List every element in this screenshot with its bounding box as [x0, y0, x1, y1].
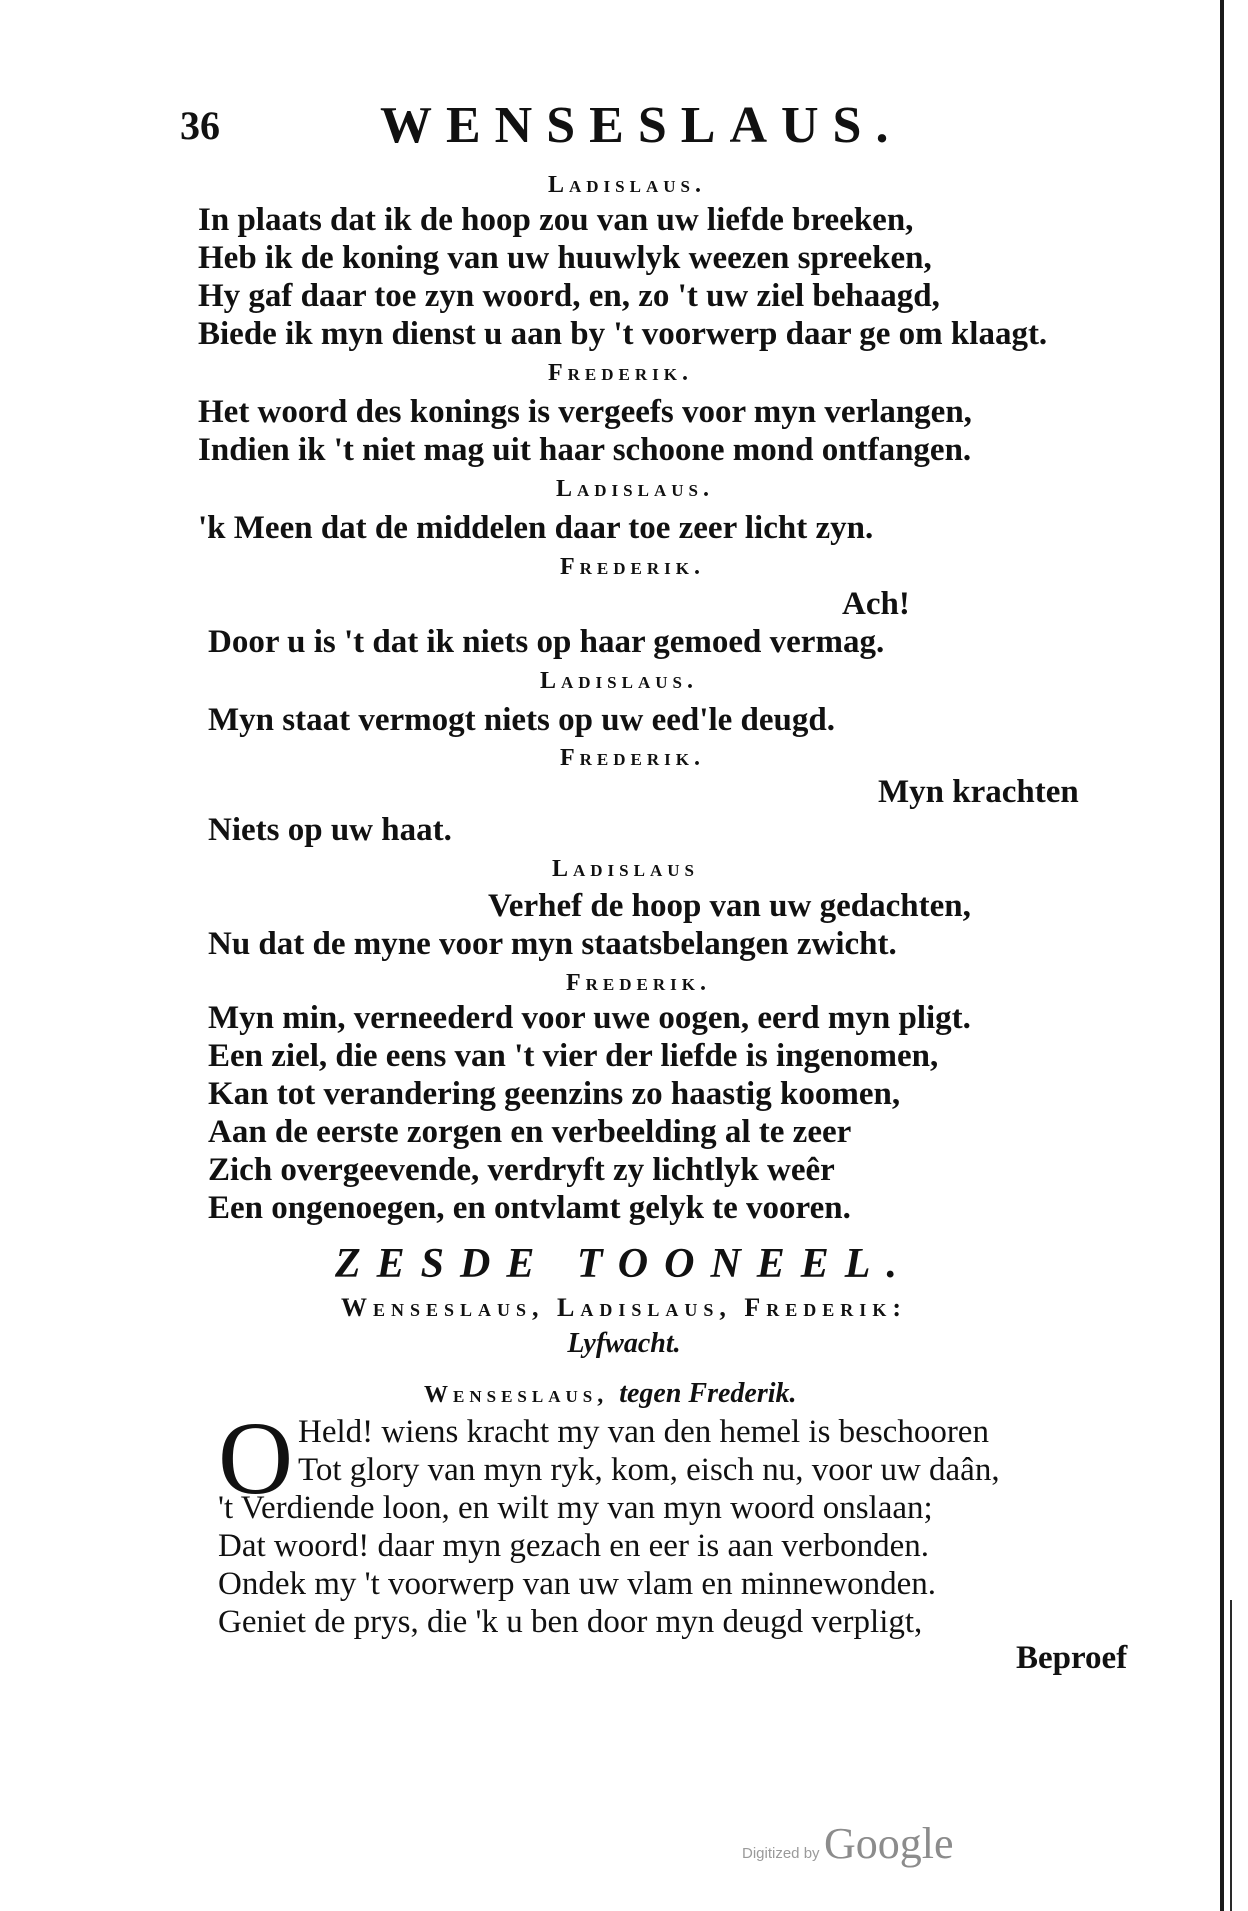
verse-line: Aan de eerste zorgen en verbeelding al te zeer [208, 1114, 852, 1150]
google-logo: Google [824, 1819, 954, 1868]
verse-line: Het woord des konings is vergeefs voor myn verlangen, [198, 394, 972, 430]
verse-line: Ondek my 't voorwerp van uw vlam en minnewonden. [218, 1566, 937, 1602]
verse-line: Verhef de hoop van uw gedachten, [488, 888, 971, 924]
page-edge [1220, 0, 1224, 1911]
verse-line: Ach! [842, 586, 910, 622]
speaker-label: Ladislaus [552, 856, 699, 882]
speaker-label: Frederik. [560, 554, 706, 580]
speaker-label: Ladislaus. [540, 668, 698, 694]
stage-direction: tegen Frederik. [619, 1378, 797, 1409]
drop-cap: O [218, 1401, 294, 1516]
scene-title: ZESDE TOONEEL. [335, 1241, 913, 1287]
verse-line: Indien ik 't niet mag uit haar schoone mond ontfangen. [198, 432, 972, 468]
verse-line: Myn krachten [878, 774, 1079, 810]
catchword: Beproef [1016, 1640, 1128, 1676]
page-number: 36 [180, 103, 220, 148]
scene-cast: Wenseslaus, Ladislaus, Frederik: [341, 1293, 907, 1322]
speaker-label: Ladislaus. [548, 172, 706, 198]
verse-line: Zich overgeevende, verdryft zy lichtlyk weêr [208, 1152, 835, 1188]
verse-line: Myn min, verneederd voor uwe oogen, eerd myn pligt. [208, 1000, 971, 1036]
speaker-name: Wenseslaus, [424, 1382, 609, 1408]
verse-line: Tot glory van myn ryk, kom, eisch nu, voor uw daân, [298, 1452, 1000, 1488]
scene-extras: Lyfwacht. [567, 1328, 681, 1359]
verse-line: 't Verdiende loon, en wilt my van myn woord onslaan; [218, 1490, 933, 1526]
speaker-label [424, 1378, 797, 1410]
verse-line: Een ongenoegen, en ontvlamt gelyk te vooren. [208, 1190, 851, 1226]
digitization-watermark [742, 1818, 954, 1869]
watermark-prefix: Digitized by [742, 1845, 820, 1862]
page-header [180, 96, 940, 156]
verse-line: Heb ik de koning van uw huuwlyk weezen spreeken, [198, 240, 932, 276]
verse-line: Kan tot verandering geenzins zo haastig koomen, [208, 1076, 901, 1112]
running-title: WENSESLAUS. [380, 97, 903, 154]
speaker-label: Frederik. [560, 745, 706, 771]
verse-line: Geniet de prys, die 'k u ben door myn deugd verpligt, [218, 1604, 923, 1640]
speaker-label: Frederik. [548, 360, 694, 386]
speaker-label: Ladislaus. [556, 476, 714, 502]
speaker-label: Frederik. [566, 970, 712, 996]
verse-line: Door u is 't dat ik niets op haar gemoed vermag. [208, 624, 885, 660]
verse-line: Een ziel, die eens van 't vier der liefde is ingenomen, [208, 1038, 939, 1074]
verse-line: Myn staat vermogt niets op uw eed'le deugd. [208, 702, 835, 738]
verse-line: Dat woord! daar myn gezach en eer is aan verbonden. [218, 1528, 930, 1564]
verse-line: In plaats dat ik de hoop zou van uw liefde breeken, [198, 202, 914, 238]
verse-line: Niets op uw haat. [208, 812, 452, 848]
verse-line: Biede ik myn dienst u aan by 't voorwerp daar ge om klaagt. [198, 316, 1048, 352]
verse-line: Nu dat de myne voor myn staatsbelangen zwicht. [208, 926, 897, 962]
verse-line: Hy gaf daar toe zyn woord, en, zo 't uw ziel behaagd, [198, 278, 940, 314]
verse-line: Held! wiens kracht my van den hemel is beschooren [298, 1414, 989, 1450]
verse-line: 'k Meen dat de middelen daar toe zeer licht zyn. [198, 510, 874, 546]
page-edge-shadow [1230, 1600, 1232, 1911]
